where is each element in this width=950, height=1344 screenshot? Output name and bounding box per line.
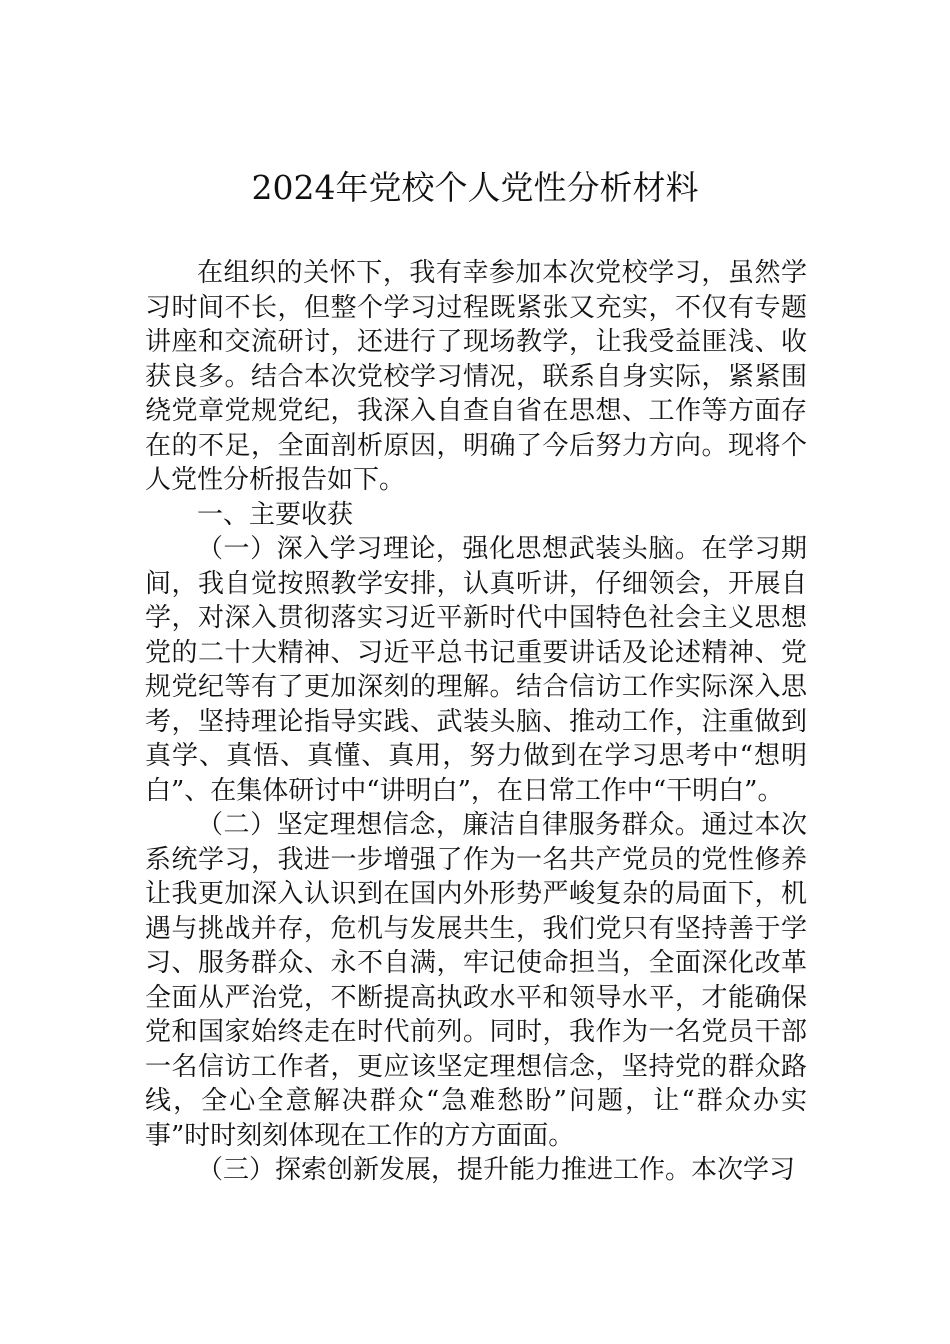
section-heading-main-gains: 一、主要收获 [197,499,354,530]
document-title: 2024年党校个人党性分析材料 [251,168,699,207]
paragraph-theory-study: （一）深入学习理论，强化思想武装头脑。在学习期间，我自觉按照教学安排，认真听讲，仔细领会，开展自学，对深入贯彻落实习近平新时代中国特色社会主义思想党的二十大精神、习近平总书记重要讲话及论述精神、党规党纪等有了更加深刻的理解。结合信访工作实际深入思考，坚持理论指导实践、武装头脑、推动工作，注重做到真学、真悟、真懂、真用，努力做到在学习思考中“想明白”、在集体研讨中“讲明白”，在日常工作中“干明白”。 [145,534,807,806]
document-body [145,256,807,1188]
paragraph-ideals-beliefs: （二）坚定理想信念，廉洁自律服务群众。通过本次系统学习，我进一步增强了作为一名共产党员的党性修养让我更加深入认识到在国内外形势严峻复杂的局面下，机遇与挑战并存，危机与发展共生，我们党只有坚持善于学习、服务群众、永不自满，牢记使命担当，全面深化改革全面从严治党，不断提高执政水平和领导水平，才能确保党和国家始终走在时代前列。同时，我作为一名党员干部一名信访工作者，更应该坚定理想信念，坚持党的群众路线，全心全意解决群众“急难愁盼”问题，让“群众办实事”时时刻刻体现在工作的方方面面。 [145,810,807,1151]
intro-paragraph: 在组织的关怀下，我有幸参加本次党校学习，虽然学习时间不长，但整个学习过程既紧张又充实，不仅有专题讲座和交流研讨，还进行了现场教学，让我受益匪浅、收获良多。结合本次党校学习情况，联系自身实际，紧紧围绕党章党规党纪，我深入自查自省在思想、工作等方面存在的不足，全面剖析原因，明确了今后努力方向。现将个人党性分析报告如下。 [145,258,807,495]
paragraph-innovation: （三）探索创新发展，提升能力推进工作。本次学习 [197,1155,796,1185]
